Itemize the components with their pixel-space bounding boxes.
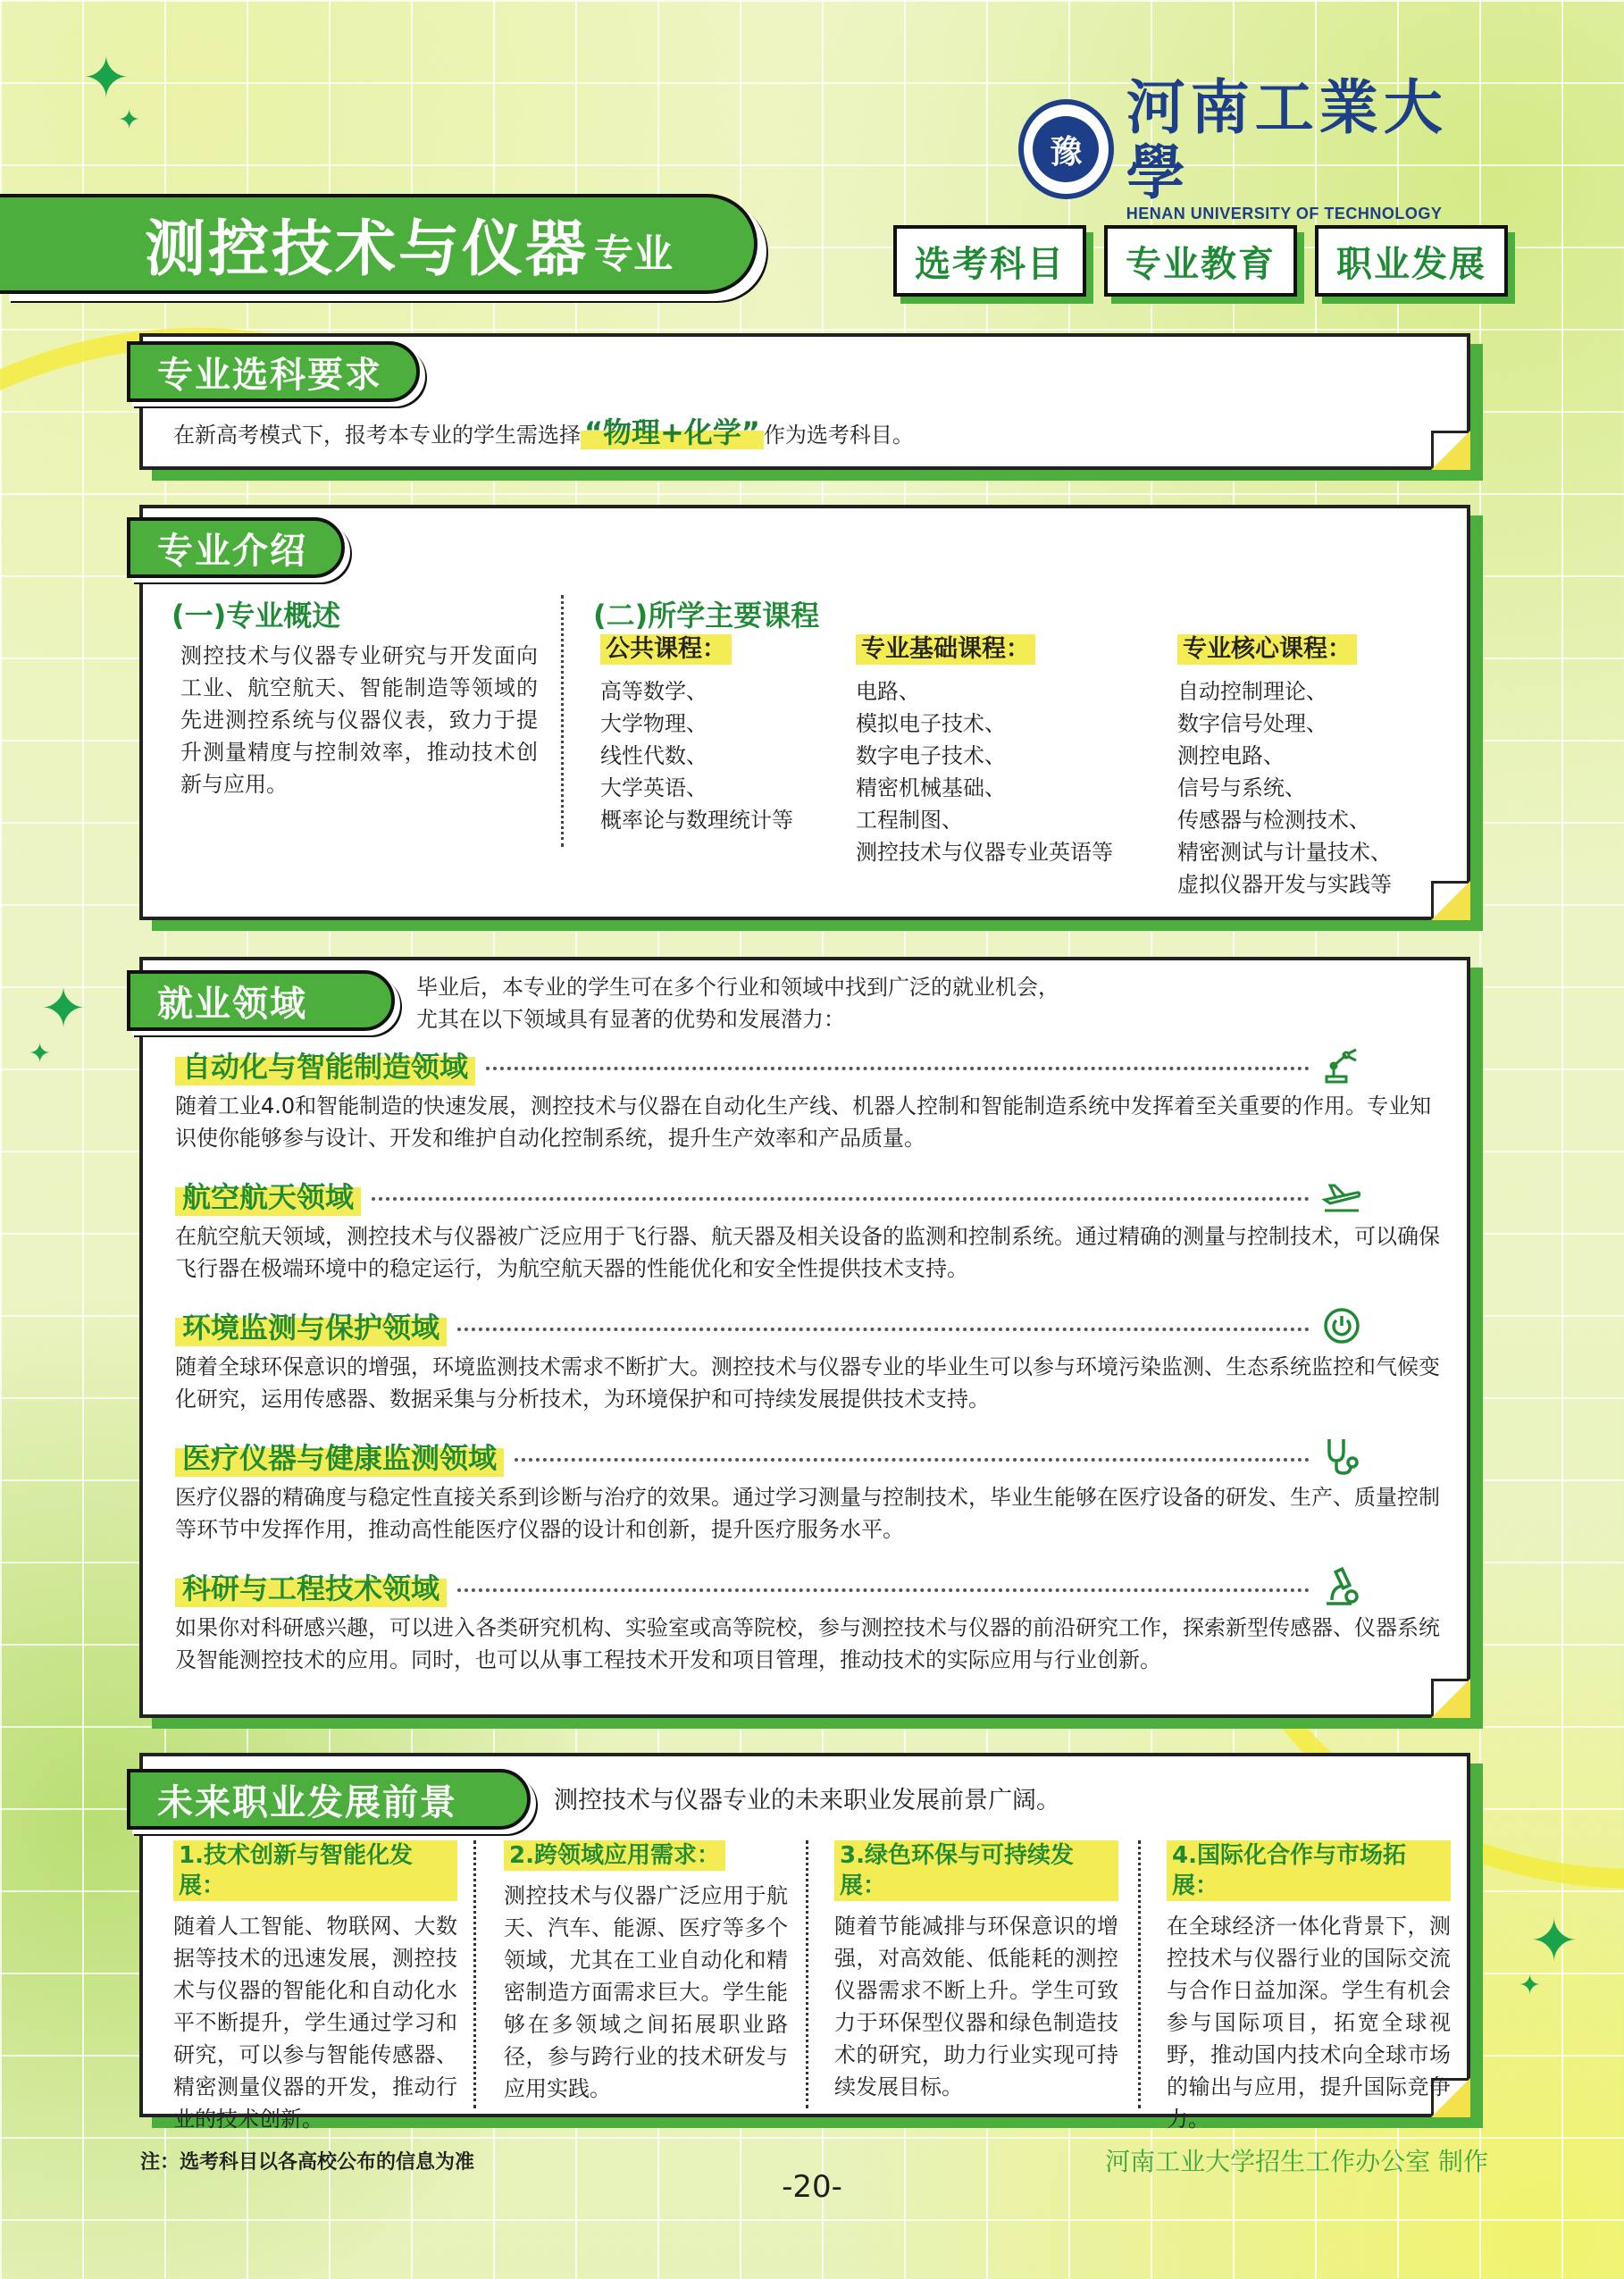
field-description: 如果你对科研感兴趣，可以进入各类研究机构、实验室或高等院校，参与测控技术与仪器的前沿研究工作，探索新型传感器、仪器系统及智能测控技术的应用。同时，也可以从事工程技术开发和项目管理，推动技术的实际应用与行业创新。: [175, 1615, 1440, 1672]
dotted-leader: [515, 1458, 1310, 1462]
category-label: 专业核心课程：: [1177, 634, 1357, 665]
course-item: 测控电路、: [1177, 743, 1285, 768]
category-label: 专业基础课程：: [856, 634, 1035, 665]
sparkle-icon: ✦: [40, 976, 87, 1041]
university-seal-icon: [1018, 99, 1114, 199]
overview-title: (一)专业概述: [172, 599, 341, 633]
employment-heading: 就业领域: [127, 970, 395, 1031]
future-heading: 未来职业发展前景: [127, 1769, 531, 1830]
course-item: 高等数学、: [600, 679, 707, 704]
future-column-title: 1.技术创新与智能化发展：: [173, 1840, 457, 1901]
course-item: 虚拟仪器开发与实践等: [1177, 872, 1392, 897]
requirements-text-after: 作为选考科目。: [763, 423, 914, 448]
course-item: 自动控制理论、: [1177, 679, 1327, 704]
course-item: 大学英语、: [600, 775, 707, 800]
sparkle-icon: ✦: [1519, 1970, 1542, 2001]
course-category-core: [1177, 634, 1392, 901]
field-row-environment: [175, 1304, 1363, 1347]
employment-intro: [416, 971, 1059, 1035]
field-title: 自动化与智能制造领域: [175, 1044, 475, 1085]
tab-exam-subjects[interactable]: 选考科目: [893, 225, 1086, 297]
course-category-public: [600, 634, 793, 836]
requirements-heading: 专业选科要求: [127, 341, 420, 402]
dotted-leader: [457, 1588, 1310, 1592]
course-item: 模拟电子技术、: [856, 711, 1006, 736]
future-column-text: 随着人工智能、物联网、大数据等技术的迅速发展，测控技术与仪器的智能化和自动化水平不断提升，学生通过学习和研究，可以参与智能传感器、精密测量仪器的开发，推动行业的技术创新。: [173, 1914, 457, 2132]
tab-career-development[interactable]: 职业发展: [1315, 225, 1508, 297]
field-title: 环境监测与保护领域: [175, 1305, 447, 1346]
credit-line: 河南工业大学招生工作办公室 制作: [1105, 2147, 1488, 2176]
page-title-banner: [0, 194, 758, 294]
field-title: 航空航天领域: [175, 1175, 361, 1216]
dotted-leader: [372, 1197, 1310, 1201]
page-number: -20-: [782, 2169, 842, 2205]
column-divider: [1138, 1840, 1141, 2108]
dotted-leader: [486, 1067, 1310, 1070]
course-item: 精密测试与计量技术、: [1177, 840, 1392, 865]
field-row-automation: [175, 1043, 1363, 1086]
course-item: 线性代数、: [600, 743, 707, 768]
field-row-research: [175, 1565, 1363, 1608]
future-column-title: 3.绿色环保与可持续发展：: [834, 1840, 1118, 1901]
microscope-icon: [1320, 1565, 1363, 1608]
university-name-en: HENAN UNIVERSITY OF TECHNOLOGY: [1126, 205, 1443, 223]
sparkle-icon: ✦: [82, 46, 130, 112]
university-name-cn: 河南工業大學: [1126, 71, 1448, 207]
course-category-foundation: [856, 634, 1113, 868]
page-fold-corner: [1431, 881, 1470, 920]
field-description: 医疗仪器的精确度与稳定性直接关系到诊断与治疗的效果。通过学习测量与控制技术，毕业生能够在医疗设备的研发、生产、质量控制等环节中发挥作用，推动高性能医疗仪器的设计和创新，提升医疗服务水平。: [175, 1485, 1440, 1542]
course-item: 工程制图、: [856, 808, 963, 833]
power-icon: [1320, 1304, 1363, 1347]
course-item: 概率论与数理统计等: [600, 808, 793, 833]
dotted-leader: [457, 1328, 1310, 1331]
page-fold-corner: [1431, 1679, 1470, 1718]
column-divider: [473, 1840, 476, 2108]
employment-intro-line: 毕业后，本专业的学生可在多个行业和领域中找到广泛的就业机会，: [416, 975, 1059, 1000]
field-description: 在航空航天领域，测控技术与仪器被广泛应用于飞行器、航天器及相关设备的监测和控制系统。通过精确的测量与控制技术，可以确保飞行器在极端环境中的稳定运行，为航空航天器的性能优化和安全性提供技术支持。: [175, 1224, 1440, 1281]
field-row-aerospace: [175, 1174, 1363, 1217]
field-row-medical: [175, 1435, 1363, 1478]
employment-intro-line: 尤其在以下领域具有显著的优势和发展潜力：: [416, 1007, 845, 1032]
future-column-text: 随着节能减排与环保意识的增强，对高效能、低能耗的测控仪器需求不断上升。学生可致力于环保型仪器和绿色制造技术的研究，助力行业实现可持续发展目标。: [834, 1914, 1118, 2099]
seal-glyph: 豫: [1033, 116, 1099, 182]
sparkle-icon: ✦: [1529, 1906, 1579, 1975]
field-title: 科研与工程技术领域: [175, 1566, 447, 1607]
future-column: [834, 1840, 1118, 2103]
future-column: [504, 1840, 788, 2105]
future-column: [1167, 1840, 1451, 2135]
course-item: 数字信号处理、: [1177, 711, 1327, 736]
field-description: 随着工业4.0和智能制造的快速发展，测控技术与仪器在自动化生产线、机器人控制和智能制造系统中发挥着至关重要的作用。专业知识使你能够参与设计、开发和维护自动化控制系统，提升生产效率和产品质量。: [175, 1093, 1432, 1151]
overview-text: 测控技术与仪器专业研究与开发面向工业、航空航天、智能制造等领域的先进测控系统与仪器仪表，致力于提升测量精度与控制效率，推动技术创新与应用。: [180, 643, 538, 797]
courses-title: (二)所学主要课程: [593, 599, 820, 633]
stethoscope-icon: [1320, 1435, 1363, 1478]
future-column-title: 2.跨领域应用需求：: [504, 1840, 725, 1871]
sparkle-icon: ✦: [118, 105, 141, 136]
course-item: 大学物理、: [600, 711, 707, 736]
category-label: 公共课程：: [600, 634, 732, 665]
section-tabs: [893, 225, 1508, 297]
field-title: 医疗仪器与健康监测领域: [175, 1436, 504, 1477]
future-column-title: 4.国际化合作与市场拓展：: [1167, 1840, 1451, 1901]
airplane-icon: [1320, 1174, 1363, 1217]
page-title: 测控技术与仪器: [145, 214, 590, 285]
page-title-suffix: 专业: [594, 231, 674, 277]
field-description: 随着全球环保意识的增强，环境监测技术需求不断扩大。测控技术与仪器专业的毕业生可以参与环境污染监测、生态系统监控和气候变化研究，运用传感器、数据采集与分析技术，为环境保护和可持续发展提供技术支持。: [175, 1354, 1440, 1412]
robot-arm-icon: [1320, 1043, 1363, 1086]
course-item: 电路、: [856, 679, 920, 704]
page-fold-corner: [1431, 431, 1470, 470]
column-divider: [806, 1840, 808, 2108]
requirements-text: [173, 416, 914, 451]
course-item: 精密机械基础、: [856, 775, 1006, 800]
tab-major-education[interactable]: 专业教育: [1104, 225, 1297, 297]
future-column-text: 在全球经济一体化背景下，测控技术与仪器行业的国际交流与合作日益加深。学生有机会参与国际项目，拓宽全球视野，推动国内技术向全球市场的输出与应用，提升国际竞争力。: [1167, 1914, 1451, 2132]
course-item: 测控技术与仪器专业英语等: [856, 840, 1113, 865]
future-column-text: 测控技术与仪器广泛应用于航天、汽车、能源、医疗等多个领域，尤其在工业自动化和精密制造方面需求巨大。学生能够在多领域之间拓展职业路径，参与跨行业的技术研发与应用实践。: [504, 1883, 788, 2101]
university-logo: [1018, 71, 1492, 223]
footnote: 注：选考科目以各高校公布的信息为准: [140, 2151, 475, 2174]
intro-heading: 专业介绍: [127, 517, 345, 578]
sparkle-icon: ✦: [29, 1038, 52, 1069]
future-intro: 测控技术与仪器专业的未来职业发展前景广阔。: [554, 1787, 1060, 1814]
required-subjects-highlight: “物理+化学”: [581, 415, 764, 449]
course-item: 信号与系统、: [1177, 775, 1306, 800]
course-item: 传感器与检测技术、: [1177, 808, 1370, 833]
intro-divider: [561, 595, 564, 847]
requirements-text-before: 在新高考模式下，报考本专业的学生需选择: [173, 423, 581, 448]
future-column: [173, 1840, 457, 2135]
course-item: 数字电子技术、: [856, 743, 1006, 768]
